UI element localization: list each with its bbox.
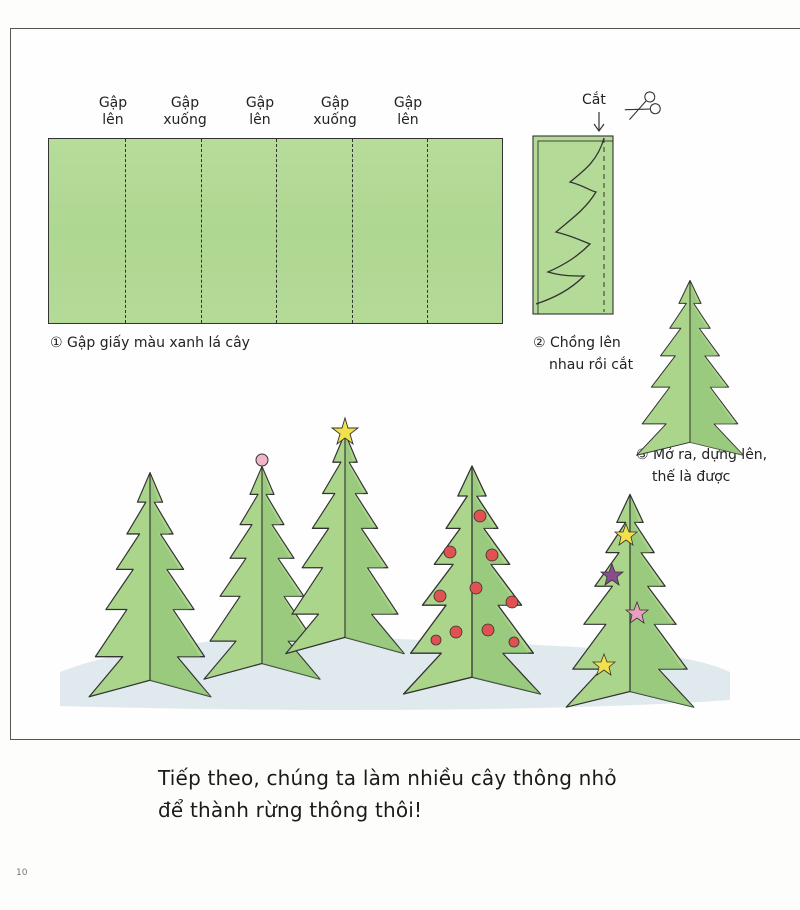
- fold-label-1: Gập lên: [98, 95, 128, 128]
- fold-label-5: Gập lên: [393, 95, 423, 128]
- down-arrow-icon: [594, 112, 604, 131]
- fold-label-2: Gập xuống: [163, 95, 207, 128]
- cut-label: Cắt: [582, 92, 606, 108]
- step-2-label: ② Chồng lên nhau rồi cắt: [533, 335, 634, 373]
- finished-tree: [637, 280, 744, 455]
- fold-label-3: Gập lên: [245, 95, 275, 128]
- step-1-label: ① Gập giấy màu xanh lá cây: [50, 335, 250, 351]
- footer-caption: Tiếp theo, chúng ta làm nhiều cây thông nhỏ để thành rừng thông thôi!: [158, 766, 617, 822]
- scissors-icon: [622, 90, 662, 125]
- tree-star-top: [286, 433, 404, 653]
- pink-ball-topper: [256, 454, 268, 466]
- step-3-label: ③ Mở ra, dựng lên, thế là được: [636, 447, 768, 485]
- cut-paper-stack: [533, 136, 613, 314]
- page-number: 10: [16, 868, 28, 878]
- fold-label-4: Gập xuống: [313, 95, 357, 128]
